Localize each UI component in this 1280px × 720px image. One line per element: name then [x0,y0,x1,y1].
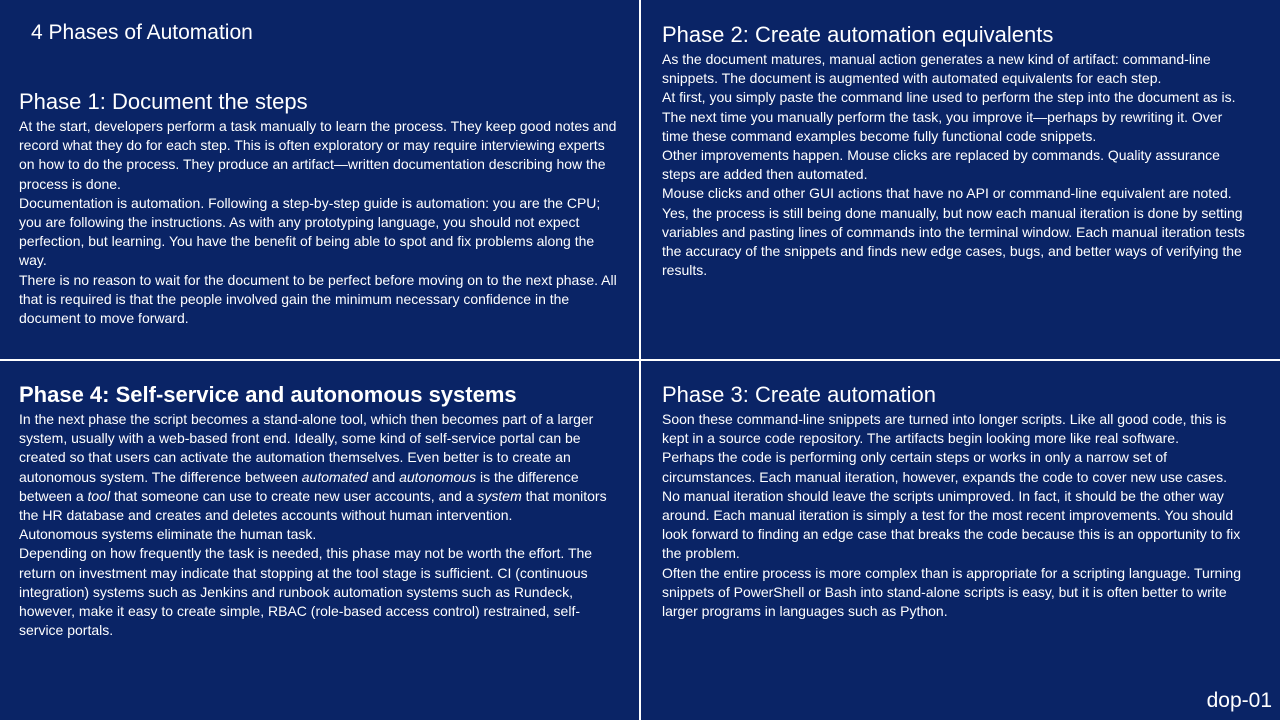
phase-3-paragraph-1: Soon these command-line snippets are turned into longer scripts. Like all good code, this is kept in a source code repository. The artifacts begin looking more like real software. [662,411,1227,447]
phase-1-paragraph-1: At the start, developers perform a task manually to learn the process. They keep good notes and record what they do for each step. This is often exploratory or may require interviewing experts on how to do the process. They produce an artifact—written documentation describing how the process is done. [19,118,617,192]
phase-3-paragraph-3: Often the entire process is more complex than is appropriate for a scripting language. Turning snippets of PowerShell or Bash into stand-alone scripts is easy, but it is often better to write larger programs in languages such as Python. [662,564,1241,620]
phase-4-paragraph-2: Autonomous systems eliminate the human task. [19,526,317,543]
phase-3-panel [662,381,1247,621]
phase-4-text: In the next phase the script becomes a stand-alone tool, which then becomes part of a larger system, usually with a web-based front end. Ideally, some kind of self-service portal can be created so that users can activate the automation themselves. Even better is to create an autonomous system. The difference between [19,411,594,485]
slide-title: 4 Phases of Automation [31,21,253,44]
phase-3-heading: Phase 3: Create automation [662,382,936,407]
phase-4-emphasis: automated [301,468,368,485]
phase-4-paragraph-3: Depending on how frequently the task is needed, this phase may not be worth the effort. The return on investment may indicate that stopping at the tool stage is sufficient. CI (continuous integration) systems such as Jenkins and runbook automation systems such as Rundeck, however, make it easy to create simple, RBAC (role-based access control) restrained, self-service portals. [19,545,593,639]
slide-tag: dop-01 [1206,689,1272,712]
phase-4-emphasis: tool [87,487,111,504]
phase-1-heading: Phase 1: Document the steps [19,89,308,114]
phase-3-paragraph-2: Perhaps the code is performing only certain steps or works in only a narrow set of circumstances. Each manual iteration, however, expands the code to cover new use cases. No manual iteration should leave the scripts unimproved. In fact, it should be the other way around. Each manual iteration is simply a test for the most recent improvements. You should look forward to finding an edge case that breaks the code because this is an opportunity to fix the problem. [662,449,1241,562]
phase-4-text: and [367,468,400,485]
phase-2-panel [662,21,1247,280]
phase-1-paragraph-2: Documentation is automation. Following a step-by-step guide is automation: you are the CPU; you are following the instructions. As with any prototyping language, you should not expect perfection, but learning. You have the benefit of being able to spot and fix problems along the way. [19,194,601,269]
horizontal-divider [0,359,1280,361]
phase-4-panel [19,381,619,640]
phase-2-paragraph-1: As the document matures, manual action generates a new kind of artifact: command-line snippets. The document is augmented with automated equivalents for each step. [662,51,1211,87]
phase-2-paragraph-2: At first, you simply paste the command line used to perform the step into the document as is. The next time you manually perform the task, you improve it—perhaps by rewriting it. Over time these command examples become fully functional code snippets. [662,89,1236,144]
phase-1-paragraph-3: There is no reason to wait for the document to be perfect before moving on to the next phase. All that is required is that the people involved gain the minimum necessary confidence in the document to move forward. [19,271,617,327]
phase-4-emphasis: system [477,487,522,504]
phase-4-emphasis: autonomous [399,468,477,485]
phase-2-heading: Phase 2: Create automation equivalents [662,22,1054,47]
phase-2-paragraph-3: Other improvements happen. Mouse clicks are replaced by commands. Quality assurance steps are added then automated. [662,147,1220,183]
phase-4-text: is the difference between a [19,468,579,504]
phase-4-paragraph-1 [19,410,619,525]
phase-2-paragraph-4: Mouse clicks and other GUI actions that have no API or command-line equivalent are noted. [662,185,1232,202]
phase-4-text: that monitors the HR database and creates and deletes accounts without human intervention. [19,487,607,524]
phase-2-paragraph-5: Yes, the process is still being done manually, but now each manual iteration is done by setting variables and pasting lines of commands into the terminal window. Each manual iteration tests the accuracy of the snippets and finds new edge cases, bugs, and better ways of verifying the results. [662,204,1245,279]
phase-4-heading: Phase 4: Self-service and autonomous systems [19,382,517,407]
phase-1-panel [19,88,619,328]
phase-4-text: that someone can use to create new user accounts, and a [110,487,478,504]
